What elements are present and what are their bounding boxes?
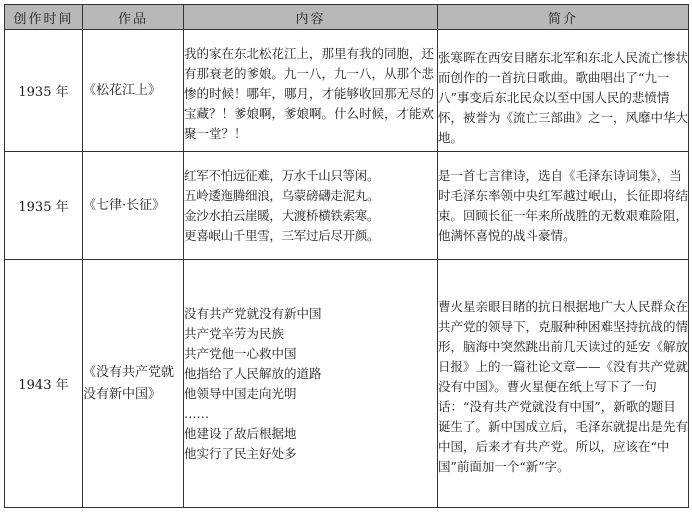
header-time: 创作时间 [5,5,83,30]
row-work: 《没有共产党就没有新中国》 [83,260,184,508]
poem-line: 金沙水拍云崖暖，大渡桥横铁索寒。 [184,207,380,223]
header-content: 内容 [184,5,438,30]
poem-line: 他指给了人民解放的道路 [184,365,322,381]
poem-line: 红军不怕远征难，万水千山只等闲。 [184,167,380,183]
row-time: 1935 年 [5,152,83,260]
poem-line: 五岭逶迤腾细浪，乌蒙磅礴走泥丸。 [184,187,380,203]
row-time: 1935 年 [5,30,83,152]
row-time: 1943 年 [5,260,83,508]
row-intro: 是一首七言律诗，选自《毛泽东诗词集》，当时毛泽东率领中央红军越过岷山，长征即将结束。回顾长征一年来所战胜的无数艰难险阻，他满怀喜悦的战斗豪情。 [438,152,689,260]
poem-line: 他领导中国走向光明 [184,385,297,401]
row-content [184,152,438,260]
poem-line: 更喜岷山千里雪，三军过后尽开颜。 [184,227,380,243]
poem-line: 没有共产党就没有新中国 [184,305,322,321]
header-row [5,5,689,30]
table-row [5,30,689,152]
row-work: 《松花江上》 [83,30,184,152]
header-work: 作品 [83,5,184,30]
poem-line: 他建设了敌后根据地 [184,425,297,441]
row-intro: 曹火星亲眼目睹的抗日根据地广大人民群众在共产党的领导下，克服种种困难坚持抗战的情形，脑海中突然跳出前几天读过的延安《解放日报》上的一篇社论文章——《没有共产党就没有中国》。曹火星便在纸上写下了一句话：“没有共产党就没有中国”，新歌的题目诞生了。新中国成立后，毛泽东就提出是先有中国，后来才有共产党。所以，应该在“中国”前面加一个“新”字。 [438,260,689,508]
header-intro: 简介 [438,5,689,30]
row-work: 《七律·长征》 [83,152,184,260]
row-intro: 张寒晖在西安目睹东北军和东北人民流亡惨状而创作的一首抗日歌曲。歌曲唱出了“九一八”事变后东北民众以至中国人民的悲愤情怀，被誉为《流亡三部曲》之一，风靡中华大地。 [438,30,689,152]
table-row [5,260,689,508]
poem-line: 共产党辛劳为民族 [184,325,285,341]
poem-table [4,4,689,508]
row-content [184,260,438,508]
poem-line: …… [184,405,209,421]
table-row [5,152,689,260]
row-content: 我的家在东北松花江上，那里有我的同胞，还有那衰老的爹娘。九一八，九一八，从那个悲惨的时候！哪年，哪月，才能够收回那无尽的宝藏？！爹娘啊，爹娘啊。什么时候，才能欢聚一堂？！ [184,30,438,152]
poem-line: 共产党他一心救中国 [184,345,297,361]
poem-line: 他实行了民主好处多 [184,445,297,461]
